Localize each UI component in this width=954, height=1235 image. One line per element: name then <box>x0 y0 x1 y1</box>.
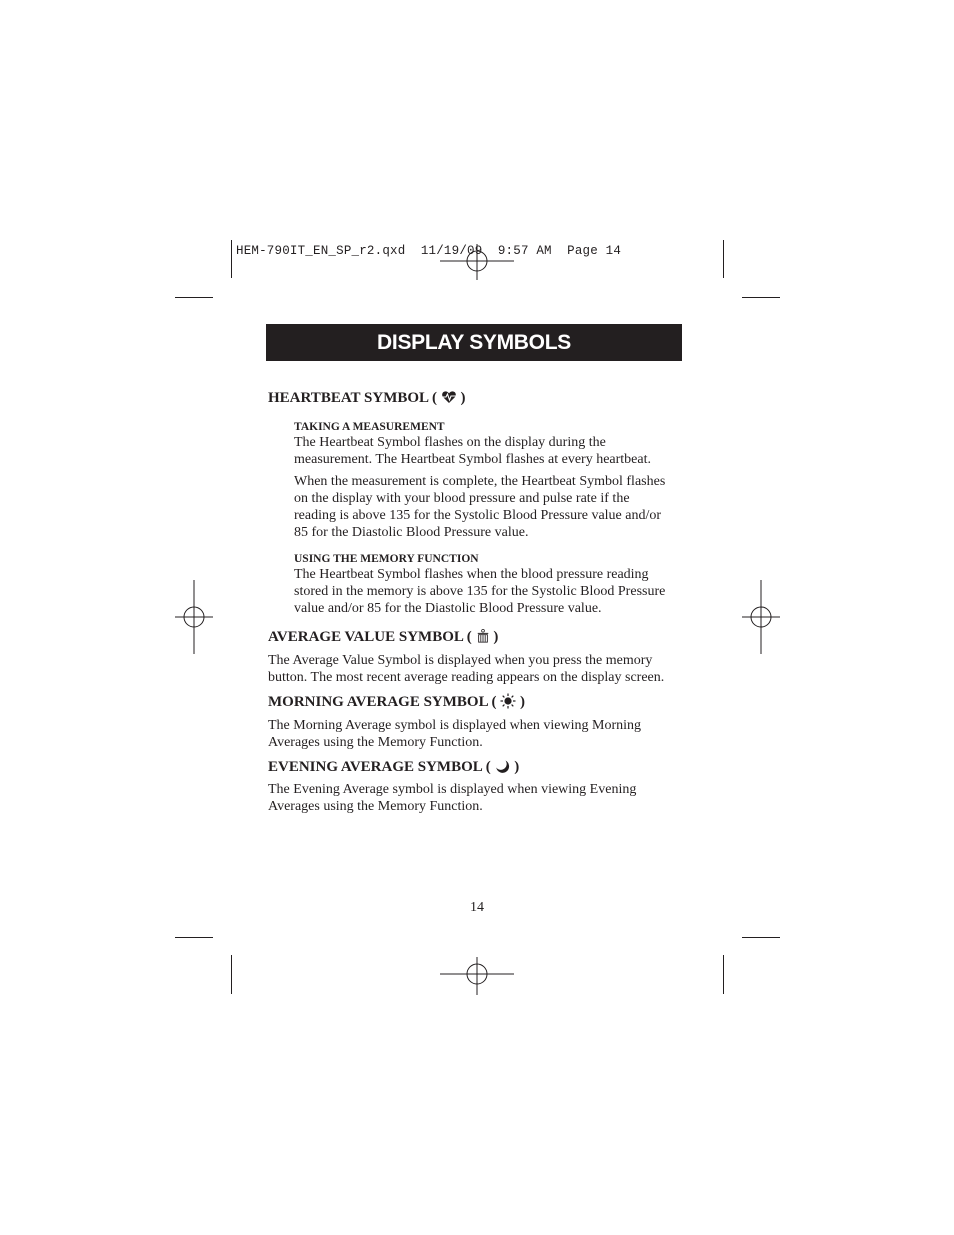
taking-measurement-paragraph-1: The Heartbeat Symbol flashes on the display during the measurement. The Heartbeat Symbol flashes at every heartbeat. <box>294 435 651 467</box>
morning-average-paragraph: The Morning Average symbol is displayed when viewing Morning Averages using the Memory Function. <box>268 718 642 750</box>
average-value-paragraph: The Average Value Symbol is displayed when you press the memory button. The most recent average reading appears on the display screen. <box>268 653 665 685</box>
registration-mark-bottom <box>440 957 514 995</box>
crop-mark <box>742 937 780 938</box>
crop-mark <box>175 297 213 298</box>
heartbeat-heading: HEARTBEAT SYMBOL ( ) <box>268 390 466 406</box>
morning-average-heading: MORNING AVERAGE SYMBOL ( ) <box>268 694 526 710</box>
page-number: 14 <box>470 900 484 915</box>
heartbeat-icon <box>441 389 457 405</box>
average-value-icon <box>476 628 490 644</box>
registration-mark-left <box>175 580 213 654</box>
taking-measurement-subheading: TAKING A MEASUREMENT <box>294 421 445 433</box>
crop-mark <box>723 955 724 994</box>
evening-average-paragraph: The Evening Average symbol is displayed when viewing Evening Averages using the Memory Function. <box>268 782 637 814</box>
memory-function-subheading: USING THE MEMORY FUNCTION <box>294 553 479 565</box>
crop-mark <box>231 955 232 994</box>
crop-mark <box>175 937 213 938</box>
section-banner <box>266 324 682 361</box>
memory-function-paragraph: The Heartbeat Symbol flashes when the blood pressure reading stored in the memory is above 135 for the Systolic Blood Pressure value and/or 85 for the Diastolic Blood Pressure value. <box>294 567 666 616</box>
taking-measurement-paragraph-2: When the measurement is complete, the Heartbeat Symbol flashes on the display with your blood pressure and pulse rate if the reading is above 135 for the Systolic Blood Pressure value and/or 85 for the Diastolic Blood Pressure value. <box>294 474 666 540</box>
crop-mark <box>742 297 780 298</box>
crop-mark <box>231 240 232 278</box>
sun-icon <box>500 693 516 709</box>
page-title: DISPLAY SYMBOLS <box>377 331 571 354</box>
evening-average-heading: EVENING AVERAGE SYMBOL ( ) <box>268 759 520 775</box>
moon-icon <box>494 758 510 774</box>
print-slug: HEM-790IT_EN_SP_r2.qxd 11/19/09 9:57 AM Page 14 <box>236 244 622 258</box>
average-value-heading: AVERAGE VALUE SYMBOL ( ) <box>268 629 499 645</box>
registration-mark-right <box>742 580 780 654</box>
crop-mark <box>723 240 724 278</box>
